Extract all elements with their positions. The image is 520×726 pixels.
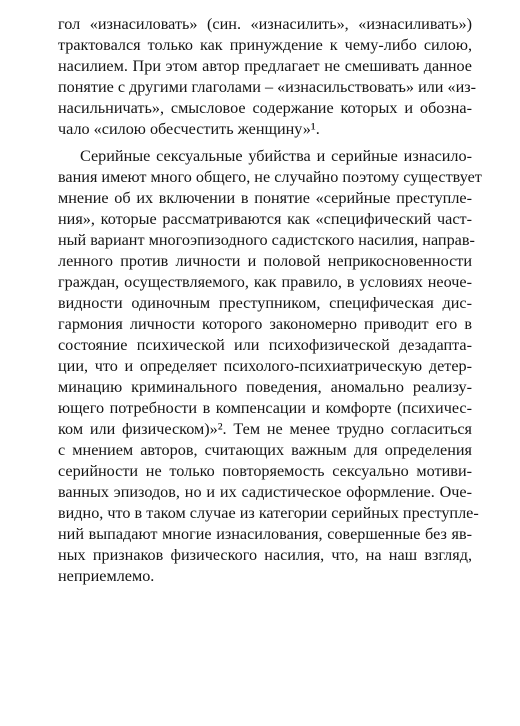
body-line: видности одиночным преступником, специфическая дис- xyxy=(58,294,472,312)
body-line: ком или физическом)»². Тем не менее трудно согласиться xyxy=(58,420,472,438)
body-line: вания имеют много общего, не случайно поэтому существует xyxy=(58,168,482,186)
body-line: ный вариант многоэпизодного садистского насилия, направ- xyxy=(58,231,475,249)
body-line: гармония личности которого закономерно приводит его в xyxy=(58,315,472,333)
body-line: трактовался только как принуждение к чему-либо силою, xyxy=(58,36,472,54)
body-line: серийности не только повторяемость сексуально мотиви- xyxy=(58,462,472,480)
body-line: неприемлемо. xyxy=(58,567,155,585)
body-line: ния», которые рассматриваются как «специфический част- xyxy=(58,210,472,228)
body-line: ции, что и определяет психолого-психиатрическую детер- xyxy=(58,357,472,375)
body-line: видно, что в таком случае из категории серийных преступле- xyxy=(58,504,479,522)
body-line: ленного против личности и половой неприкосновенности xyxy=(58,252,472,270)
body-line: ющего потребности в компенсации и комфорте (психичес- xyxy=(58,399,472,417)
body-line: ний выпадают многие изнасилования, совершенные без яв- xyxy=(58,525,472,543)
body-line: ных признаков физического насилия, что, на наш взгляд, xyxy=(58,546,472,564)
body-line: насильничать», смысловое содержание которых и обозна- xyxy=(58,99,472,117)
body-line: чало «силою обесчестить женщину»¹. xyxy=(58,120,320,138)
body-line: ванных эпизодов, но и их садистическое оформление. Оче- xyxy=(58,483,472,501)
body-line: граждан, осуществляемого, как правило, в условиях неоче- xyxy=(58,273,472,291)
body-line: гол «изнасиловать» (син. «изнасилить», «изнасиливать») xyxy=(58,15,472,33)
body-line: минацию криминального поведения, аномально реализу- xyxy=(58,378,472,396)
body-line: насилием. При этом автор предлагает не смешивать данное xyxy=(58,57,472,75)
paragraph-first-line: Серийные сексуальные убийства и серийные изнасило- xyxy=(80,147,472,165)
body-line: понятие с другими глаголами – «изнасильствовать» или «из- xyxy=(58,78,477,96)
body-line: мнение об их включении в понятие «серийные преступле- xyxy=(58,189,472,207)
body-line: состояние психической или психофизической дезадапта- xyxy=(58,336,472,354)
body-line: с мнением авторов, считающих важным для определения xyxy=(58,441,472,459)
